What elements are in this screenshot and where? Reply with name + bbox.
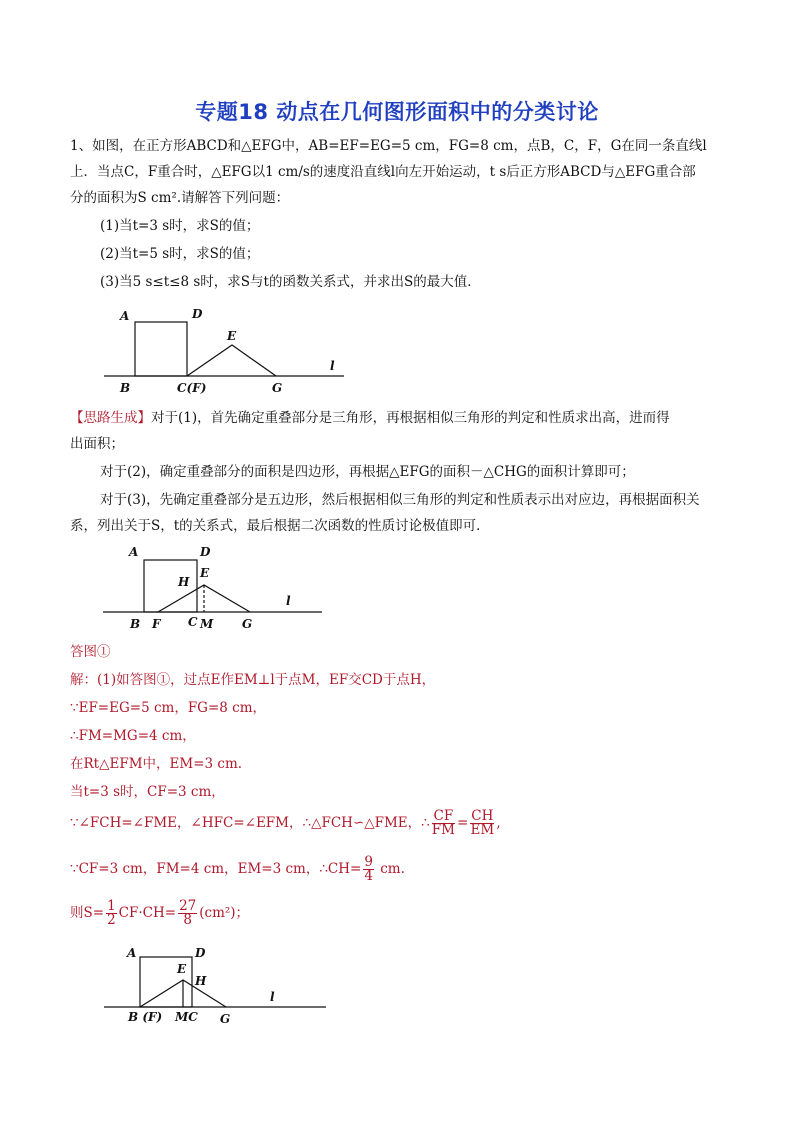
solution-line-3: ∴FM=MG=4 cm， [70, 728, 196, 744]
figure-1-square-triangle [100, 300, 360, 400]
page-title: 专题18 动点在几何图形面积中的分类讨论 [195, 100, 599, 124]
label-A: A [120, 309, 130, 323]
fraction-cf-fm: $\frac{CF}{FM}$ [431, 808, 455, 838]
fraction-ch-em: $\frac{CH}{EM}$ [470, 808, 495, 838]
label-A: A [127, 946, 137, 960]
label-H: H [178, 575, 190, 589]
thinking-tag: 【思路生成】 [70, 410, 151, 426]
label-F: F [152, 617, 161, 631]
label-l: l [270, 990, 275, 1004]
label-G: G [220, 1012, 231, 1026]
label-E: E [177, 962, 187, 976]
label-E: E [200, 566, 210, 580]
problem-line-3: 分的面积为S cm².请解答下列问题： [70, 190, 290, 206]
question-2: (2)当t=5 s时，求S的值； [100, 246, 260, 262]
label-H: H [195, 974, 207, 988]
problem-line-2: 上．当点C，F重合时，△EFG以1 cm/s的速度沿直线l向左开始运动，t s后正方形ABCD与△EFG重合部 [70, 164, 696, 180]
label-E: E [227, 329, 237, 343]
thinking-line-4: 对于(3)，先确定重叠部分是五边形，然后根据相似三角形的判定和性质表示出对应边，再根据面积关 [100, 492, 700, 508]
answer-figure-caption: 答图① [70, 644, 111, 660]
label-BF: B (F) [128, 1010, 163, 1024]
solution-line-4: 在Rt△EFM中，EM=3 cm. [70, 756, 243, 772]
thinking-line-2: 出面积； [70, 436, 124, 452]
fraction-9-4: $\frac{9}{4}$ [364, 854, 373, 884]
solution-line-6: ∵∠FCH=∠FME，∠HFC=∠EFM，∴△FCH∽△FME，∴ $\frac{CF}{FM}$ = $\frac{CH}{EM}$ , [70, 808, 501, 838]
solution-line-7: ∵CF=3 cm，FM=4 cm，EM=3 cm，∴CH= $\frac{9}{4}$ cm. [70, 854, 405, 884]
label-B: B [120, 381, 131, 395]
fraction-27-8: $\frac{27}{8}$ [179, 898, 197, 928]
label-CF: C(F) [177, 381, 207, 395]
question-1: (1)当t=3 s时，求S的值； [100, 218, 260, 234]
figure-2-answer-1 [100, 540, 330, 635]
label-B: B [130, 617, 141, 631]
label-D: D [200, 545, 211, 559]
label-M: M [200, 617, 214, 631]
fraction-1-2: $\frac{1}{2}$ [107, 898, 116, 928]
label-A: A [129, 545, 139, 559]
label-D: D [195, 946, 206, 960]
label-G: G [272, 381, 283, 395]
label-G: G [242, 617, 253, 631]
solution-line-8: 则S= $\frac{1}{2}$ CF·CH= $\frac{27}{8}$ (cm²)； [70, 898, 250, 928]
thinking-line-5: 系，列出关于S，t的关系式，最后根据二次函数的性质讨论极值即可． [70, 518, 490, 534]
label-D: D [192, 307, 203, 321]
problem-line-1: 1、如图，在正方形ABCD和△EFG中，AB=EF=EG=5 cm，FG=8 cm，点B，C，F，G在同一条直线l [70, 138, 707, 154]
figure-3-answer-2 [100, 935, 340, 1030]
solution-line-1: 解：(1)如答图①，过点E作EM⊥l于点M，EF交CD于点H， [70, 672, 436, 688]
label-C: C [188, 615, 198, 629]
label-l: l [330, 359, 335, 373]
solution-line-5: 当t=3 s时，CF=3 cm， [70, 784, 225, 800]
thinking-line-3: 对于(2)，确定重叠部分的面积是四边形，再根据△EFG的面积－△CHG的面积计算即可； [100, 464, 635, 480]
question-3: (3)当5 s≤t≤8 s时，求S与t的函数关系式，并求出S的最大值． [100, 274, 481, 290]
thinking-line-1: 【思路生成】对于(1)，首先确定重叠部分是三角形，再根据相似三角形的判定和性质求出高，进而得 [70, 410, 670, 426]
solution-line-2: ∵EF=EG=5 cm，FG=8 cm， [70, 700, 267, 716]
label-MC: MC [175, 1010, 198, 1024]
label-l: l [286, 594, 291, 608]
